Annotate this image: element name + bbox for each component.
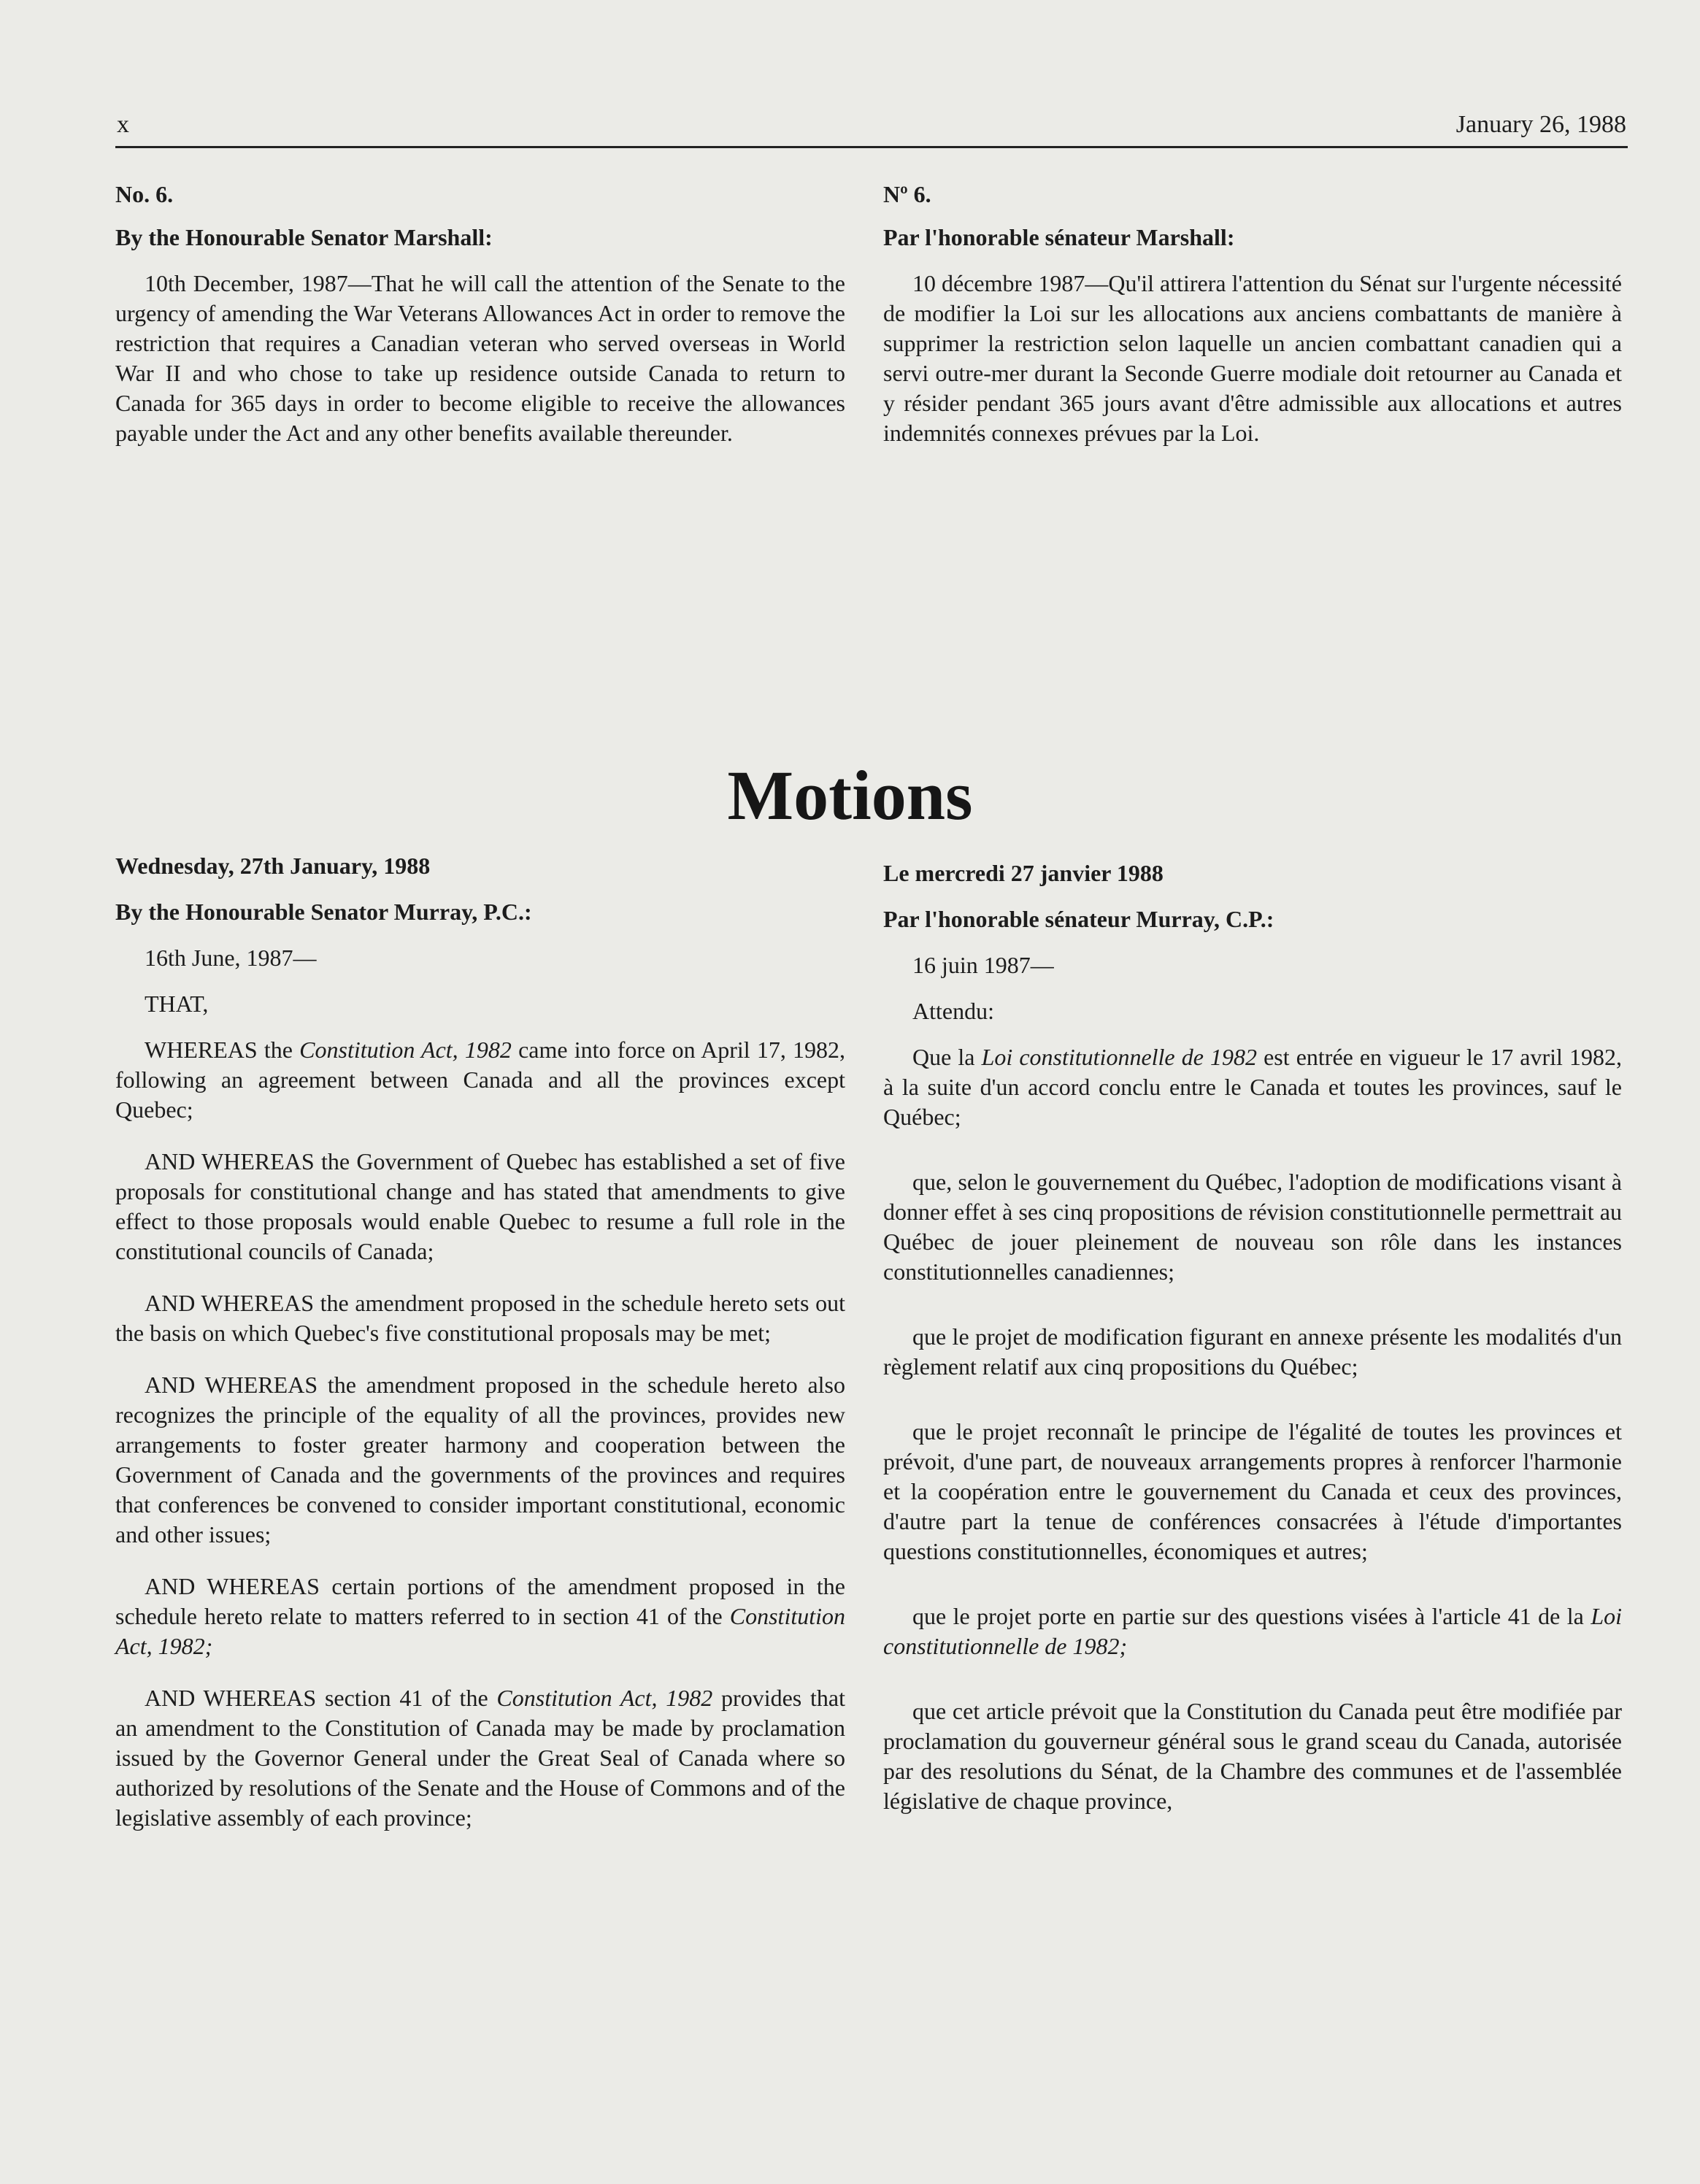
whereas-6-rest: provides that an amendment to the Constitution of Canada may be made by proclamation issued by the Governor General under the Great Seal of Canada where so authorized by resolutions of the Senate and the House of Commons and of the legislative assembly of each province; — [115, 1685, 846, 1831]
whereas-5-text: AND WHEREAS certain portions of the amendment proposed in the schedule hereto relate to matters referred to in section 41 of the — [115, 1573, 845, 1629]
notice-number-fr: Nº 6. — [883, 181, 931, 207]
whereas-5 — [115, 1572, 845, 1661]
whereas-1-text: WHEREAS the — [145, 1037, 300, 1063]
whereas-6-text: AND WHEREAS section 41 of the — [145, 1685, 497, 1711]
whereas-5-act: Constitution Act, 1982; — [115, 1603, 845, 1659]
page-date: January 26, 1988 — [1455, 111, 1626, 138]
motions-fr — [883, 858, 1622, 1816]
notice-text: 10th December, 1987—That he will call the attention of the Senate to the urgency of amending the War Veterans Allowances Act in order to remove the restriction that requires a Canadian veteran who served overseas in World War II and who chose to take up residence outside Canada to return to Canada for 365 days in order to become eligible to receive the allowances payable under the Act and any other benefits available thereunder. — [115, 270, 845, 446]
attendu-1-text: Que la — [912, 1044, 982, 1070]
whereas-4: AND WHEREAS the amendment proposed in the schedule hereto also recognizes the principle of the equality of all the provinces, provides new arrangements to foster greater harmony and cooperation between the Government of Canada and the governments of the provinces and requires that conferences be convened to consider important constitutional, economic and other issues; — [115, 1372, 845, 1547]
motion-sponsor: By the Honourable Senator Murray, P.C.: — [115, 899, 532, 925]
motion-attendu: Attendu: — [912, 998, 994, 1024]
notice-en — [115, 180, 845, 448]
attendu-2: que, selon le gouvernement du Québec, l'adoption de modifications visant à donner effet à ses cinq propositions de révision constitutionnelle permettrait au Québec de jouer pleinement de nouveau son rôle dans les instances constitutionnelles canadiennes; — [883, 1169, 1622, 1285]
motion-that: THAT, — [145, 991, 209, 1017]
whereas-3: AND WHEREAS the amendment proposed in the schedule hereto sets out the basis on which Quebec's five constitutional proposals may be met; — [115, 1290, 845, 1346]
notice-sponsor-fr: Par l'honorable sénateur Marshall: — [883, 224, 1235, 250]
notice-number: No. 6. — [115, 181, 174, 207]
motions-en — [115, 851, 845, 1833]
notice-fr — [883, 180, 1622, 448]
attendu-1 — [883, 1042, 1622, 1132]
attendu-5 — [883, 1602, 1622, 1661]
running-head — [115, 109, 1628, 148]
attendu-4: que le projet reconnaît le principe de l'égalité de toutes les provinces et prévoit, d'une part, de nouveaux arrangements propres à renforcer l'harmonie et la coopération entre le gouvernement du Canada et ceux des provinces, d'autre part la tenue de conférences consacrées à l'étude d'importantes questions constitutionnelles, économiques et autres; — [883, 1418, 1622, 1564]
attendu-3: que le projet de modification figurant en annexe présente les modalités d'un règlement relatif aux cinq propositions du Québec; — [883, 1323, 1622, 1380]
page-number: x — [117, 111, 129, 138]
motion-sponsor-fr: Par l'honorable sénateur Murray, C.P.: — [883, 906, 1274, 932]
motion-notice-date: 16th June, 1987— — [145, 945, 317, 971]
notice-sponsor: By the Honourable Senator Marshall: — [115, 224, 493, 250]
whereas-6 — [115, 1683, 845, 1833]
notice-text-fr: 10 décembre 1987—Qu'il attirera l'attention du Sénat sur l'urgente nécessité de modifier la Loi sur les allocations aux anciens combattants de manière à supprimer la restriction selon laquelle un ancien combattant canadien qui a servi outre-mer durant la Seconde Guerre modiale doit retourner au Canada et y résider pendant 365 jours avant d'être admissible aux allocations et autres indemnités connexes prévues par la Loi. — [883, 270, 1622, 446]
attendu-6: que cet article prévoit que la Constitution du Canada peut être modifiée par proclamation du gouverneur général sous le grand sceau du Canada, autorisée par des resolutions du Sénat, de la Chambre des communes et de l'assemblée législative de chaque province, — [883, 1698, 1622, 1814]
section-title: Motions — [727, 756, 973, 834]
whereas-6-act: Constitution Act, 1982 — [496, 1685, 713, 1711]
attendu-1-loi: Loi constitutionnelle de 1982 — [981, 1044, 1257, 1070]
motion-date: Wednesday, 27th January, 1988 — [115, 853, 431, 879]
whereas-1-act: Constitution Act, 1982 — [299, 1037, 512, 1063]
attendu-5-text: que le projet porte en partie sur des questions visées à l'article 41 de la — [912, 1603, 1591, 1629]
attendu-5-loi: Loi constitutionnelle de 1982; — [883, 1603, 1622, 1659]
whereas-1-rest: came into force on April 17, 1982, following an agreement between Canada and all the provinces except Quebec; — [115, 1037, 846, 1123]
whereas-1 — [115, 1035, 845, 1125]
whereas-2: AND WHEREAS the Government of Quebec has established a set of five proposals for constitutional change and has stated that amendments to give effect to those proposals would enable Quebec to resume a full role in the constitutional councils of Canada; — [115, 1148, 845, 1264]
motion-notice-date-fr: 16 juin 1987— — [912, 952, 1054, 978]
motion-date-fr: Le mercredi 27 janvier 1988 — [883, 860, 1164, 886]
attendu-1-rest: est entrée en vigueur le 17 avril 1982, à la suite d'un accord conclu entre le Canada et toutes les provinces, sauf le Québec; — [883, 1044, 1622, 1130]
